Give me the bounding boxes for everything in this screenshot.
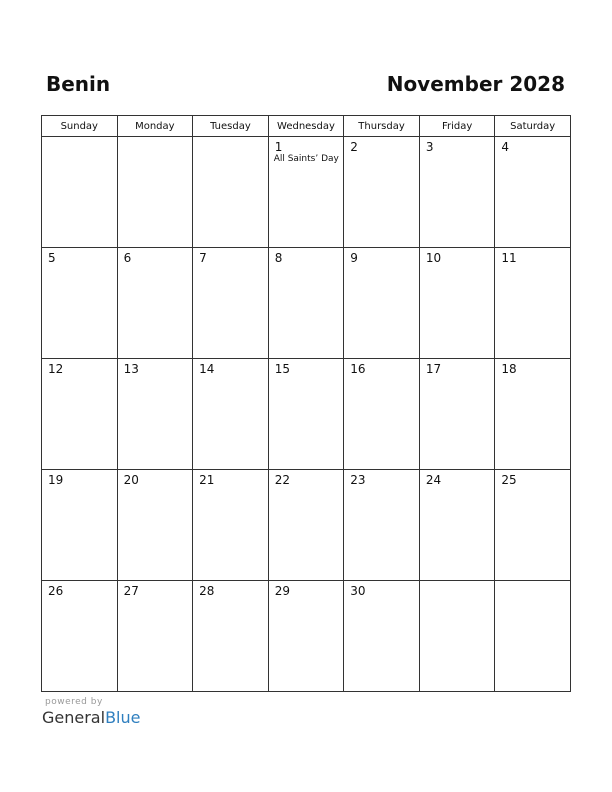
week-row <box>42 248 571 359</box>
weekday-header-sunday: Sunday <box>42 116 118 137</box>
day-number: 23 <box>350 473 366 487</box>
calendar-grid <box>41 115 571 692</box>
day-number: 28 <box>199 584 215 598</box>
day-cell <box>268 248 344 359</box>
day-cell <box>42 359 118 470</box>
weekday-header-wednesday: Wednesday <box>268 116 344 137</box>
day-number: 21 <box>199 473 215 487</box>
week-row <box>42 359 571 470</box>
day-number: 4 <box>501 140 510 154</box>
generalblue-logo[interactable] <box>42 708 140 728</box>
day-cell <box>117 248 193 359</box>
day-cell <box>117 581 193 692</box>
day-number: 25 <box>501 473 517 487</box>
day-number: 24 <box>425 473 442 487</box>
day-cell <box>193 248 269 359</box>
day-cell <box>117 137 193 248</box>
day-number: 10 <box>425 251 442 265</box>
day-cell <box>419 137 495 248</box>
weekday-header-friday: Friday <box>419 116 495 137</box>
day-cell <box>268 137 344 248</box>
day-number: 8 <box>274 251 283 265</box>
day-number: 13 <box>123 362 139 376</box>
weekday-header-thursday: Thursday <box>344 116 420 137</box>
day-cell <box>42 248 118 359</box>
holiday-label: All Saints’ Day <box>273 154 339 164</box>
day-number: 16 <box>350 362 366 376</box>
day-cell <box>268 581 344 692</box>
day-number: 7 <box>199 251 207 265</box>
day-number: 27 <box>123 584 139 598</box>
day-cell <box>42 470 118 581</box>
day-cell <box>495 137 571 248</box>
day-number: 19 <box>48 473 64 487</box>
day-cell <box>42 137 118 248</box>
brand-part-general: General <box>42 708 106 727</box>
day-number: 22 <box>274 473 290 487</box>
weekday-header-tuesday: Tuesday <box>193 116 269 137</box>
day-cell <box>344 248 420 359</box>
day-cell <box>419 248 495 359</box>
day-cell <box>495 248 571 359</box>
day-cell <box>117 359 193 470</box>
day-number: 26 <box>48 584 64 598</box>
day-cell <box>193 470 269 581</box>
week-row <box>42 470 571 581</box>
day-cell <box>344 470 420 581</box>
day-number: 2 <box>350 140 358 154</box>
day-cell <box>344 581 420 692</box>
day-cell <box>268 470 344 581</box>
day-cell <box>268 359 344 470</box>
day-number: 20 <box>123 473 139 487</box>
day-cell <box>419 581 495 692</box>
day-number: 1 <box>274 140 283 154</box>
day-number: 9 <box>350 251 358 265</box>
day-cell <box>193 137 269 248</box>
day-cell <box>419 359 495 470</box>
day-number: 15 <box>274 362 290 376</box>
day-number: 6 <box>123 251 132 265</box>
week-row <box>42 137 571 248</box>
day-number: 29 <box>274 584 290 598</box>
day-cell <box>42 581 118 692</box>
day-cell <box>344 359 420 470</box>
day-cell <box>495 470 571 581</box>
weekday-header-monday: Monday <box>117 116 193 137</box>
week-row <box>42 581 571 692</box>
powered-by-text: powered by <box>45 697 103 707</box>
day-cell <box>419 470 495 581</box>
day-cell <box>495 359 571 470</box>
day-cell <box>193 359 269 470</box>
day-number: 5 <box>48 251 56 265</box>
day-cell <box>495 581 571 692</box>
weekday-header-saturday: Saturday <box>495 116 571 137</box>
day-cell <box>117 470 193 581</box>
brand-part-blue: Blue <box>105 708 141 727</box>
day-number: 17 <box>425 362 442 376</box>
day-number: 3 <box>425 140 434 154</box>
day-number: 11 <box>501 251 517 265</box>
day-number: 18 <box>501 362 517 376</box>
month-year-title: November 2028 <box>386 72 565 96</box>
day-cell <box>193 581 269 692</box>
country-title: Benin <box>46 72 111 96</box>
day-number: 30 <box>350 584 366 598</box>
day-number: 12 <box>48 362 64 376</box>
day-cell <box>344 137 420 248</box>
weekday-header-row <box>42 116 571 137</box>
day-number: 14 <box>199 362 215 376</box>
